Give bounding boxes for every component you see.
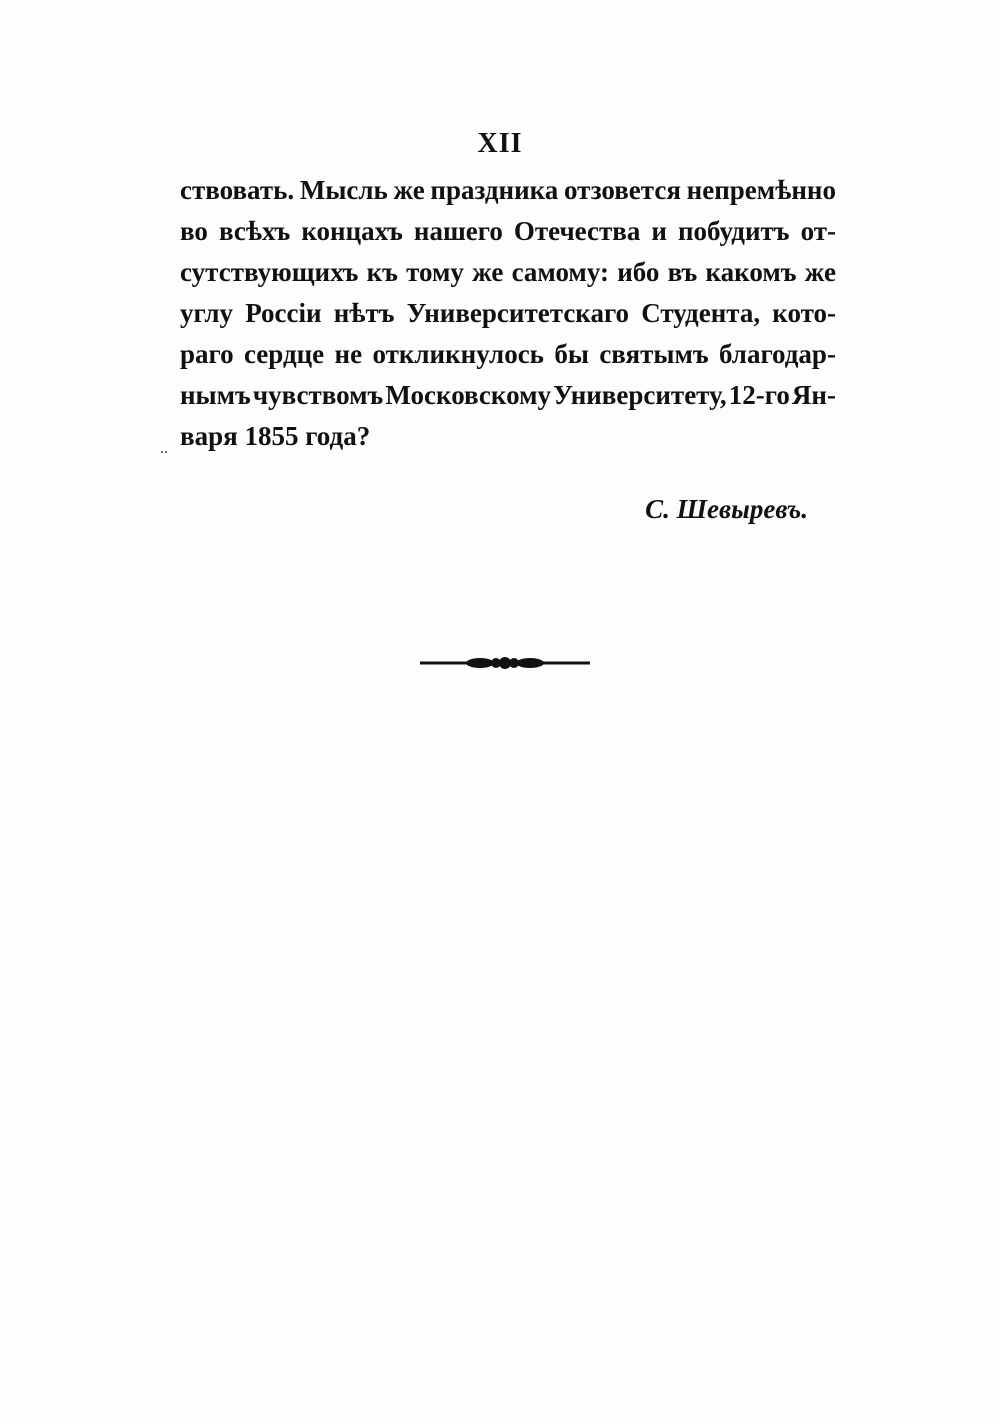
page-number: XII	[477, 128, 523, 159]
word: года?	[305, 421, 371, 451]
word: Россіи	[245, 298, 322, 328]
word: Отечества	[513, 216, 641, 246]
text-line	[180, 211, 836, 252]
word: же	[804, 257, 836, 287]
word: концахъ	[301, 216, 403, 246]
word: Студента,	[641, 298, 761, 328]
word: святымъ	[599, 339, 709, 369]
word: раго	[180, 339, 234, 369]
word: какомъ	[705, 257, 797, 287]
word: кото-	[772, 298, 836, 328]
word: не	[334, 339, 363, 369]
word: же	[393, 175, 425, 205]
word: Университету,	[553, 380, 727, 410]
word: Московскому	[385, 380, 551, 410]
stray-marks: ..	[160, 440, 168, 457]
body-paragraph	[180, 170, 836, 457]
word: ибо	[617, 257, 660, 287]
rule-ornament-icon	[420, 652, 590, 674]
text-line	[180, 416, 836, 457]
text-line	[180, 334, 836, 375]
word: Ян-	[791, 380, 836, 410]
word: бы	[554, 339, 589, 369]
word: от-	[800, 216, 836, 246]
word: чувствомъ	[252, 380, 384, 410]
word: же	[472, 257, 504, 287]
word: самому:	[511, 257, 609, 287]
word: нымъ	[180, 380, 251, 410]
word: откликнулось	[372, 339, 544, 369]
word: Университетскаго	[406, 298, 630, 328]
word: варя	[180, 421, 245, 451]
word: и	[651, 216, 667, 246]
word: тому	[406, 257, 464, 287]
word: во	[180, 216, 208, 246]
word: къ	[366, 257, 398, 287]
word: сердце	[243, 339, 325, 369]
word: углу	[180, 298, 234, 328]
word: 1855	[244, 421, 306, 451]
text-line	[180, 252, 836, 293]
word: побудитъ	[677, 216, 790, 246]
word: нѣтъ	[333, 298, 395, 328]
word: всѣхъ	[218, 216, 291, 246]
word: въ	[667, 257, 698, 287]
text-line	[180, 375, 836, 416]
word: 12-го	[728, 380, 790, 410]
word: отзовется	[563, 175, 681, 205]
signature: С. Шевыревъ.	[645, 494, 808, 524]
text-line	[180, 170, 836, 211]
word: нашего	[413, 216, 503, 246]
word: Мысль	[299, 175, 388, 205]
word: благодар-	[718, 339, 836, 369]
word: праздника	[430, 175, 559, 205]
text-line	[180, 293, 836, 334]
word: ствовать.	[180, 175, 295, 205]
word: сутствующихъ	[180, 257, 359, 287]
word: непремѣнно	[686, 175, 836, 205]
